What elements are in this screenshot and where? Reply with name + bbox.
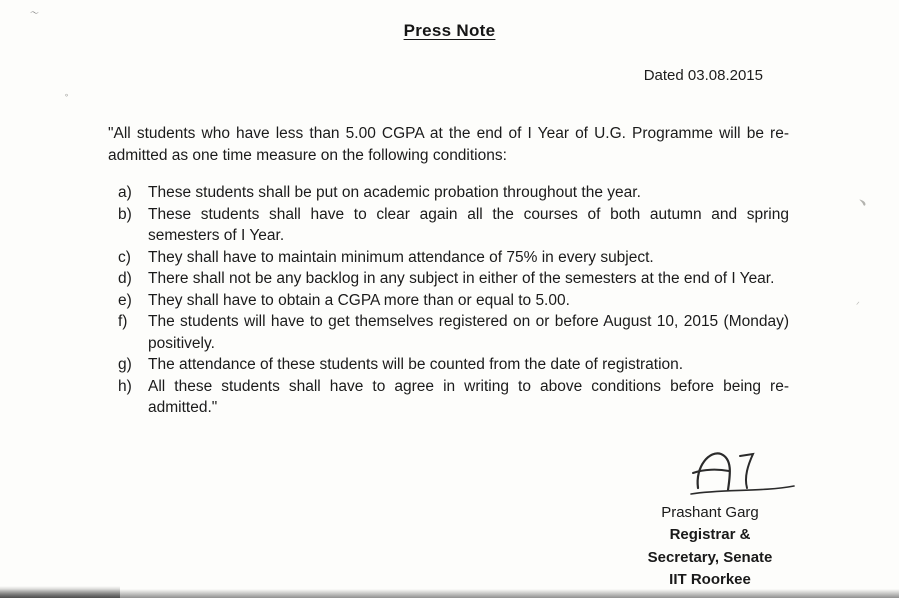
list-item: [108, 354, 789, 376]
list-item-text: The students will have to get themselves registered on or before August 10, 2015 (Monday) positively.: [148, 313, 789, 352]
conditions-list: [108, 182, 789, 419]
list-item: [108, 376, 789, 419]
list-item-text: They shall have to obtain a CGPA more than or equal to 5.00.: [148, 291, 570, 309]
signatory-name: Prashant Garg: [661, 504, 759, 521]
list-item-text: There shall not be any backlog in any subject in either of the semesters at the end of I Year.: [148, 270, 775, 287]
scan-corner-artifact: [0, 586, 120, 598]
scan-noise: °: [62, 91, 70, 103]
list-item-label: e): [118, 291, 132, 309]
list-item-label: d): [118, 270, 132, 287]
list-item-text: These students shall be put on academic probation throughout the year.: [148, 184, 641, 201]
list-item-text: The attendance of these students will be counted from the date of registration.: [148, 356, 684, 373]
signature-scribble: [628, 446, 792, 502]
list-item-label: f): [118, 313, 128, 330]
list-item-label: c): [118, 248, 131, 266]
list-item-label: g): [118, 356, 132, 373]
list-item: [108, 182, 789, 204]
scan-noise: ᐟ: [856, 300, 860, 310]
list-item-text: These students shall have to clear again all the courses of both autumn and spring semesters of I Year.: [148, 205, 789, 244]
list-item-text: They shall have to maintain minimum attendance of 75% in every subject.: [148, 248, 654, 266]
signatory-title-line3: IIT Roorkee: [669, 571, 751, 588]
list-item-label: a): [118, 184, 132, 201]
scan-noise: ﹅: [858, 198, 868, 208]
signatory-title-line1: Registrar &: [669, 526, 751, 543]
list-item-label: b): [118, 205, 132, 223]
scan-noise: 〜: [30, 8, 40, 18]
list-item: [108, 290, 789, 312]
document-body: [0, 123, 899, 419]
list-item: [108, 268, 789, 290]
date-line: Dated 03.08.2015: [643, 67, 763, 84]
list-item: [108, 247, 789, 269]
list-item: [108, 204, 789, 247]
list-item: [108, 311, 789, 354]
list-item-label: h): [118, 377, 132, 395]
signature-block: [628, 446, 792, 592]
page-title: Press Note: [403, 21, 496, 40]
list-item-text: All these students shall have to agree in writing to above conditions before being re-admitted.": [148, 377, 789, 416]
intro-paragraph: "All students who have less than 5.00 CGPA at the end of I Year of U.G. Programme will be re-admitted as one time measure on the following conditions:: [108, 125, 789, 164]
signatory-title-line2: Secretary, Senate: [647, 548, 773, 566]
